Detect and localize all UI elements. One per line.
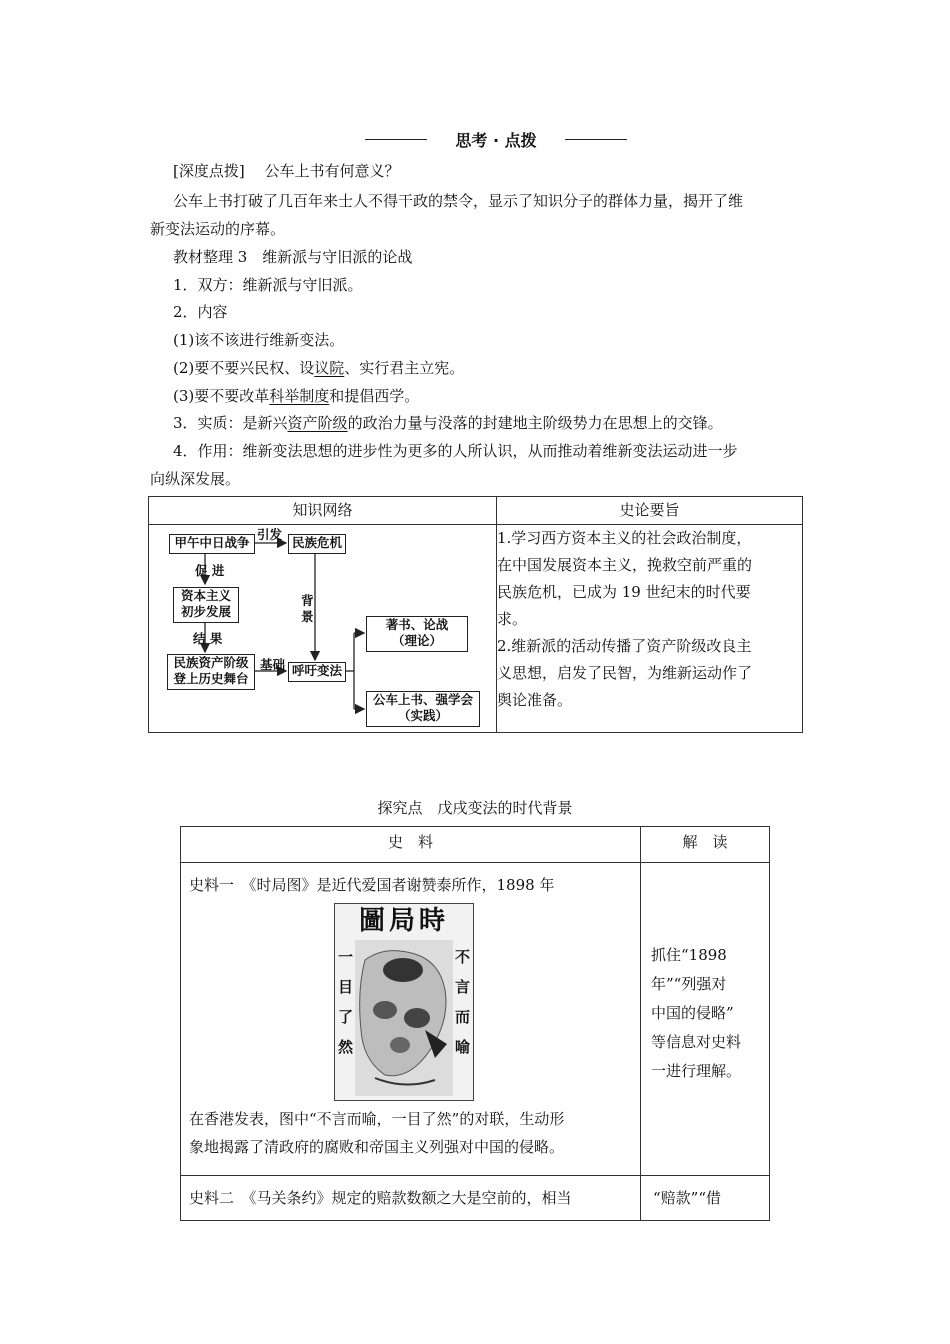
capitalism-line2: 初步发展 xyxy=(180,604,231,619)
practice-line2: （实践） xyxy=(397,708,448,723)
sub3-text-a: (3)要不要改革 xyxy=(173,387,270,405)
source-row-2: 史料二 《马关条约》规定的赔款数额之大是空前的，相当 xyxy=(181,1176,641,1221)
capitalism-line1: 资本主义 xyxy=(180,588,231,603)
source1-after-line1: 在香港发表，图中“不言而喻，一目了然”的对联，生动形 xyxy=(189,1110,565,1128)
source1-intro: 史料一 《时局图》是近代爱国者谢赞泰所作，1898 年 xyxy=(189,876,555,894)
bourgeois-line2: 登上历史舞台 xyxy=(173,671,249,686)
deep-answer-line2: 新变法运动的序幕。 xyxy=(150,220,286,238)
map-illustration xyxy=(355,940,453,1096)
reading1-line: 一进行理解。 xyxy=(651,1062,742,1080)
inquiry-table xyxy=(180,826,770,1221)
label-background-1: 背 xyxy=(301,593,314,608)
deep-answer-line1: 公车上书打破了几百年来士人不得干政的禁令，显示了知识分子的群体力量，揭开了维 xyxy=(173,192,744,210)
section-header-title: 思考 · 点拨 xyxy=(455,131,537,150)
couplet-right: 不言而喻 xyxy=(455,948,471,1056)
summary-line: 舆论准备。 xyxy=(497,691,573,709)
source-header: 史 料 xyxy=(181,827,641,863)
box-sino-japanese-war: 甲午中日战争 xyxy=(169,534,255,554)
summary-line: 在中国发展资本主义，挽救空前严重的 xyxy=(497,556,753,574)
material-sub3 xyxy=(173,386,419,406)
practice-line1: 公车上书、强学会 xyxy=(372,692,473,707)
material-item2: 2．内容 xyxy=(173,303,228,321)
shiju-map-image xyxy=(334,903,474,1101)
item3-underlined: 资产阶级 xyxy=(287,414,348,432)
network-header: 知识网络 xyxy=(149,497,497,525)
sub3-text-b: 和提倡西学。 xyxy=(329,387,420,405)
network-diagram-cell xyxy=(149,525,497,733)
image-title: 圖局時 xyxy=(358,906,449,936)
summary-header: 史论要旨 xyxy=(497,497,803,525)
material-heading: 教材整理 3 维新派与守旧派的论战 xyxy=(173,248,413,266)
reading1-line: 抓住“1898 xyxy=(651,946,727,964)
item3-text-b: 的政治力量与没落的封建地主阶级势力在思想上的交锋。 xyxy=(347,414,723,432)
reading-row-1 xyxy=(641,863,770,1176)
theory-line1: 著书、论战 xyxy=(385,617,449,632)
material-item4-line2: 向纵深发展。 xyxy=(150,470,241,488)
material-item1: 1．双方：维新派与守旧派。 xyxy=(173,276,363,294)
label-background-2: 景 xyxy=(301,609,314,624)
box-call-for-reform: 呼吁变法 xyxy=(288,662,346,682)
summary-cell xyxy=(497,525,803,733)
knowledge-network-table xyxy=(148,496,803,733)
label-basis: 基础 xyxy=(260,657,286,672)
box-capitalism xyxy=(173,587,239,623)
summary-line: 民族危机，已成为 19 世纪末的时代要 xyxy=(497,583,751,601)
material-item3 xyxy=(173,413,723,433)
summary-line: 1.学习西方资本主义的社会政治制度， xyxy=(497,529,752,547)
sub2-text-b: 、实行君主立宪。 xyxy=(344,359,465,377)
label-trigger: 引发 xyxy=(257,527,283,542)
material-sub1: (1)该不该进行维新变法。 xyxy=(173,331,345,349)
couplet-left: 一目了然 xyxy=(338,948,354,1056)
material-sub2 xyxy=(173,358,464,378)
network-diagram xyxy=(149,525,496,732)
reading1-line: 年”“列强对 xyxy=(651,975,727,993)
label-promote: 促 进 xyxy=(195,563,225,578)
box-theory xyxy=(366,616,468,652)
reading1-line: 中国的侵略” xyxy=(651,1004,734,1022)
deep-question: 公车上书有何意义？ xyxy=(264,162,400,180)
header-rule-right xyxy=(565,139,627,140)
material-item4-line1: 4．作用：维新变法思想的进步性为更多的人所认识，从而推动着维新变法运动进一步 xyxy=(173,442,738,460)
box-bourgeoisie xyxy=(167,654,255,690)
deep-question-line xyxy=(173,161,400,181)
deep-label: [深度点拨] xyxy=(173,162,245,180)
reading-header: 解 读 xyxy=(641,827,770,863)
label-result: 结 果 xyxy=(193,631,223,646)
source-row-1 xyxy=(181,863,641,1176)
inquiry-title: 探究点 戊戌变法的时代背景 xyxy=(377,799,573,817)
theory-line2: （理论） xyxy=(391,633,442,648)
source1-after-line2: 象地揭露了清政府的腐败和帝国主义列强对中国的侵略。 xyxy=(189,1138,565,1156)
sub2-underlined: 议院 xyxy=(314,359,345,377)
sub3-underlined: 科举制度 xyxy=(269,387,330,405)
summary-line: 求。 xyxy=(497,610,528,628)
bourgeois-line1: 民族资产阶级 xyxy=(173,655,249,670)
box-practice xyxy=(366,691,480,727)
summary-line: 义思想，启发了民智，为维新运动作了 xyxy=(497,664,753,682)
box-national-crisis: 民族危机 xyxy=(288,534,346,554)
reading-row-2: “赔款”“借 xyxy=(641,1176,770,1221)
sub2-text-a: (2)要不要兴民权、设 xyxy=(173,359,315,377)
reading1-line: 等信息对史料 xyxy=(651,1033,742,1051)
item3-text-a: 3．实质：是新兴 xyxy=(173,414,288,432)
summary-line: 2.维新派的活动传播了资产阶级改良主 xyxy=(497,637,752,655)
section-header xyxy=(365,128,627,152)
